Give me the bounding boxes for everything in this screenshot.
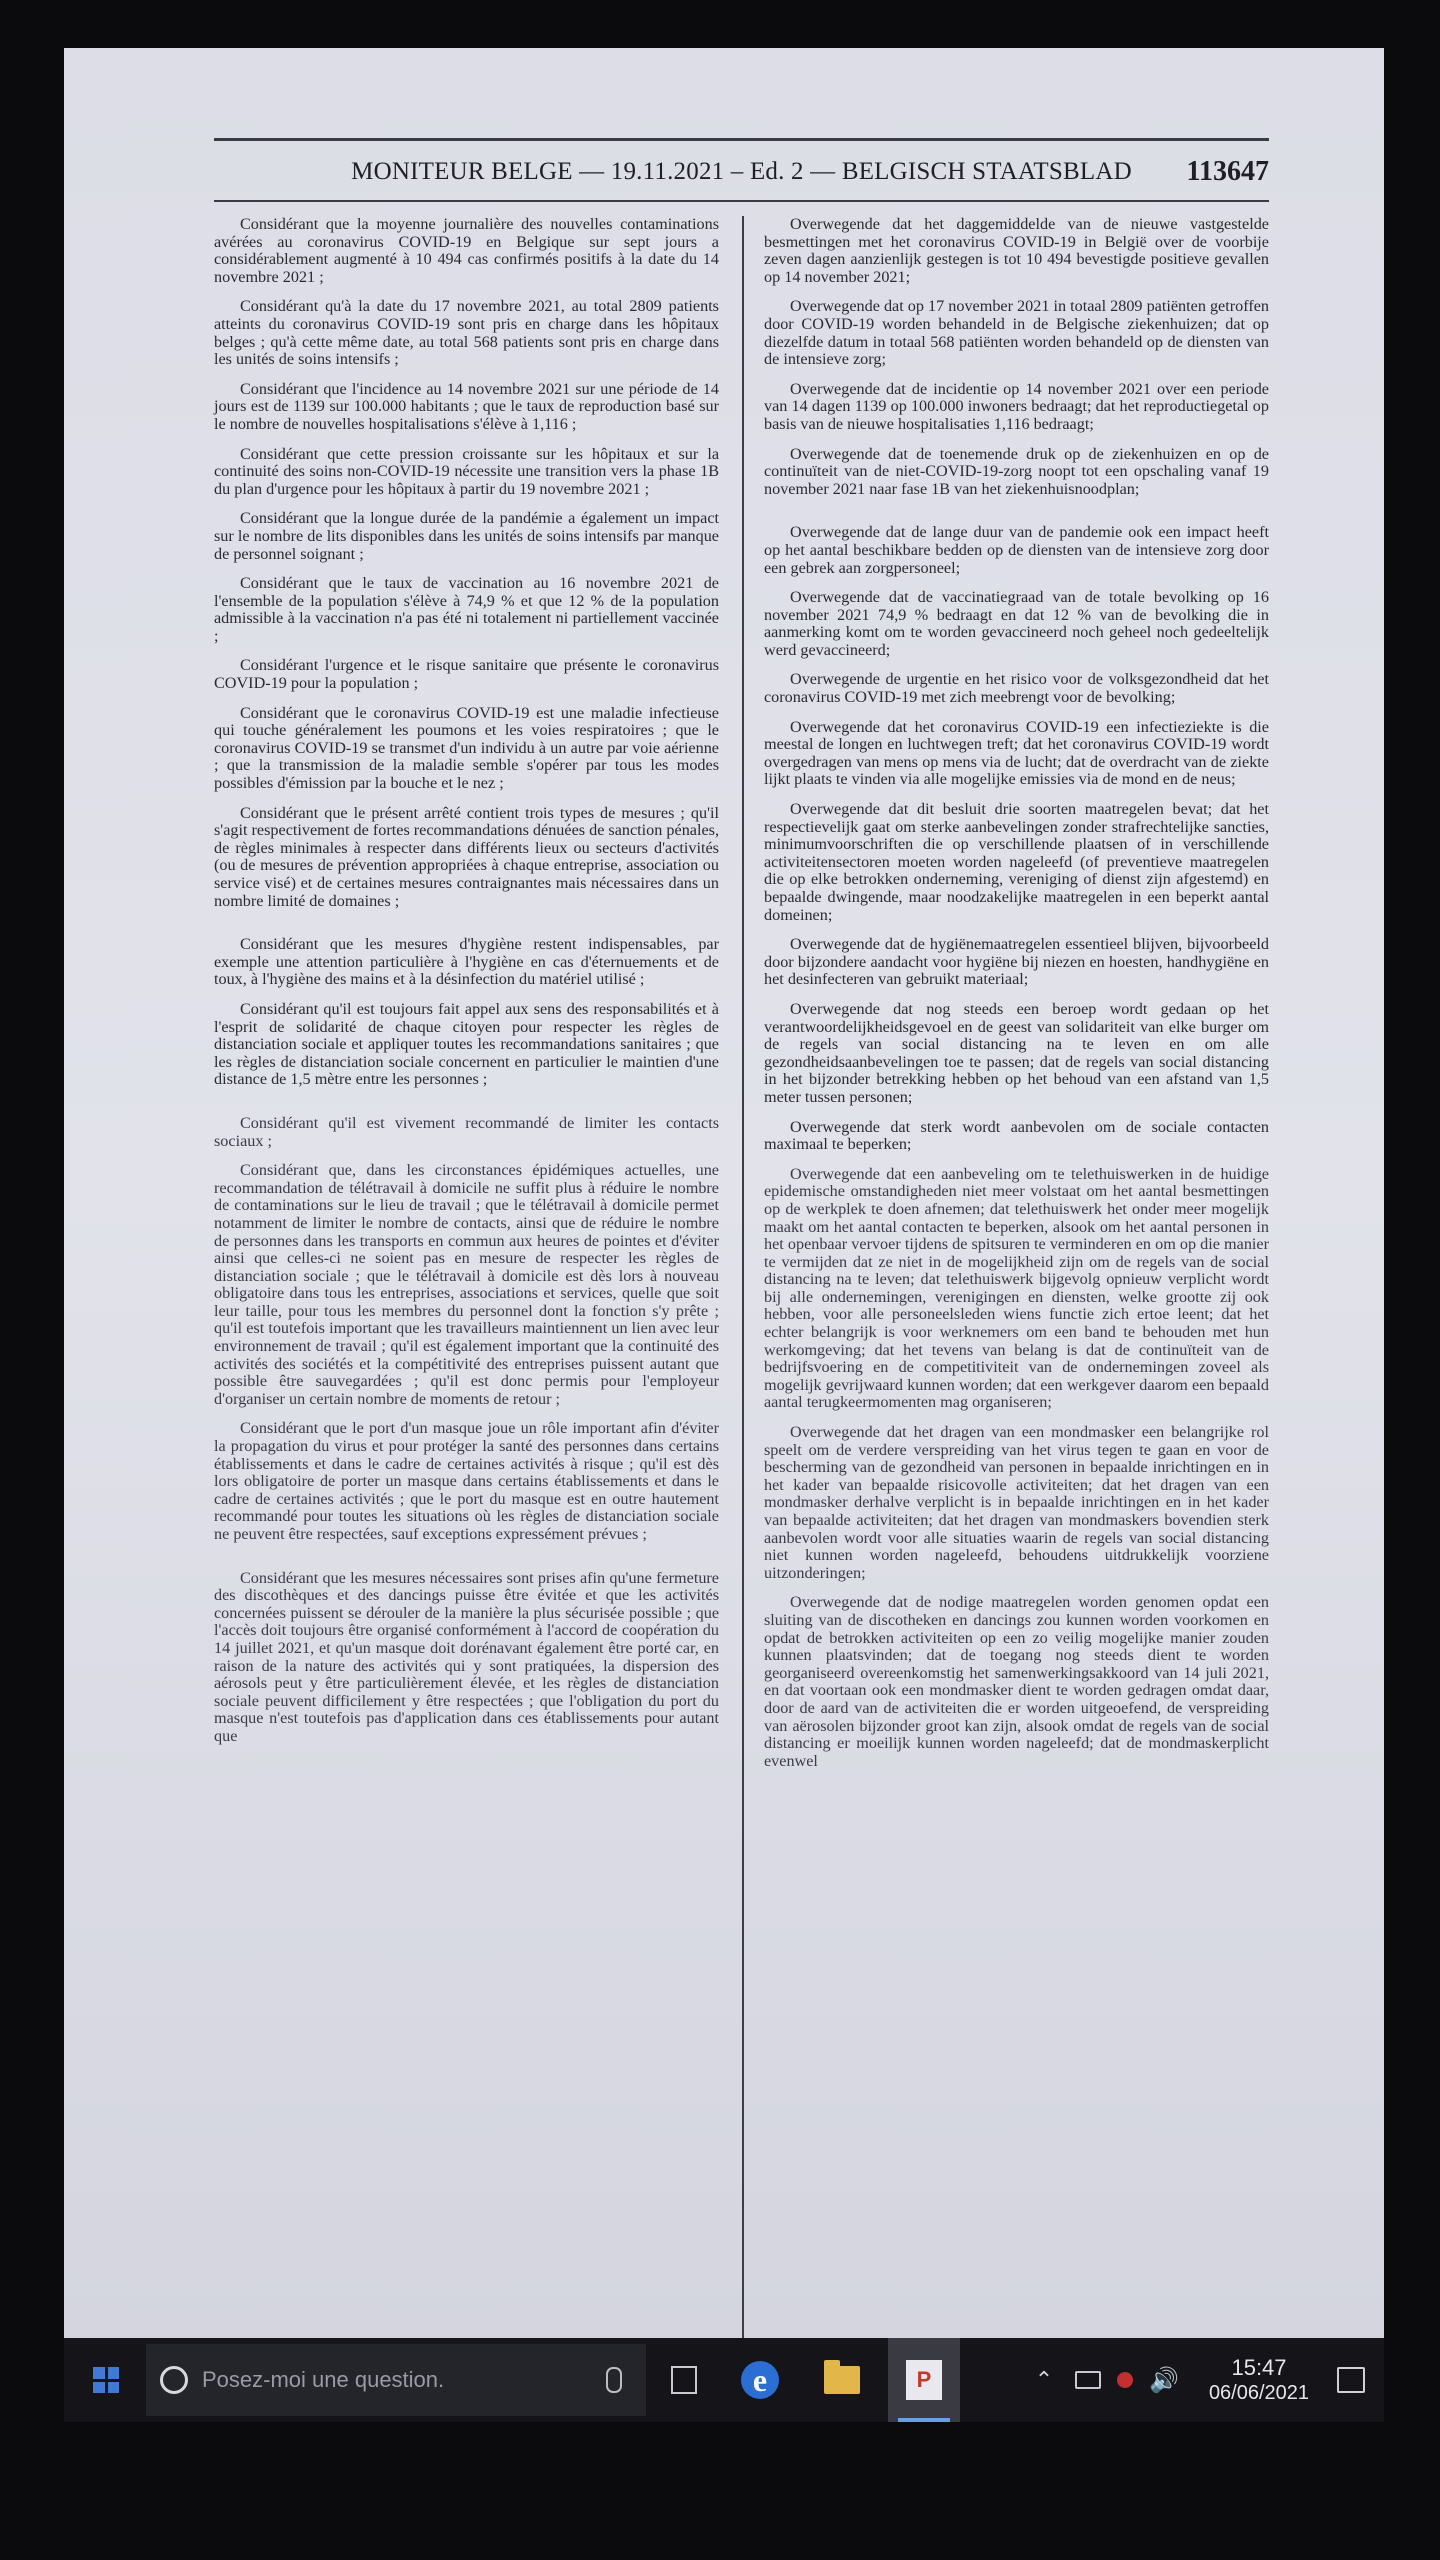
- french-paragraph: Considérant l'urgence et le risque sanitaire que présente le coronavirus COVID-19 pour la population ;: [214, 656, 719, 693]
- dutch-paragraph: Overwegende de urgentie en het risico voor de volksgezondheid dat het coronavirus COVID-19 met zich meebrengt voor de bevolking;: [764, 670, 1269, 707]
- network-button[interactable]: [1068, 2338, 1108, 2422]
- microphone-icon: [606, 2367, 622, 2393]
- cortana-icon: [160, 2366, 188, 2394]
- french-paragraph: Considérant qu'à la date du 17 novembre 2021, au total 2809 patients atteints du coronavirus COVID-19 sont pris en charge dans les hôpitaux belges ; qu'à cette même date, au total 568 patients sont pris en charge dans les unités de soins intensifs ;: [214, 297, 719, 369]
- cortana-search-box[interactable]: [146, 2344, 646, 2416]
- battery-button[interactable]: [1110, 2338, 1140, 2422]
- french-paragraph: Considérant qu'il est vivement recommandé de limiter les contacts sociaux ;: [214, 1113, 719, 1150]
- windows-taskbar: [64, 2338, 1384, 2422]
- document-page: [214, 138, 1269, 2338]
- dutch-paragraph: Overwegende dat de lange duur van de pandemie ook een impact heeft op het aantal beschikbare bedden op de diensten van de intensieve zorg door een gebrek aan zorgpersoneel;: [764, 523, 1269, 577]
- french-paragraph: Considérant que l'incidence au 14 novembre 2021 sur une période de 14 jours est de 1139 sur 100.000 habitants ; que le taux de reproduction basé sur le nombre de nouvelles hospitalisations s'élève à 1,116 ;: [214, 379, 719, 433]
- header-rule-bottom: [214, 200, 1269, 202]
- dutch-paragraph: Overwegende dat de incidentie op 14 november 2021 over een periode van 14 dagen 1139 op 100.000 inwoners bedraagt; dat het reproductiegetal op basis van de nieuwe hospitalisaties 1,116 bedraagt;: [764, 379, 1269, 433]
- start-button[interactable]: [76, 2338, 136, 2422]
- french-paragraph: Considérant qu'il est toujours fait appel aux sens des responsabilités et à l'esprit de solidarité de chaque citoyen pour respecter les règles de distanciation sociale et appliquer toutes les recommandations sanitaires ; que les règles de distanciation sociale concernent en particulier le maintien d'une distance de 1,5 mètre entre les personnes ;: [214, 999, 719, 1089]
- volume-icon: 🔊: [1149, 2366, 1179, 2394]
- pdf-viewer-screen: [64, 48, 1384, 2338]
- dutch-paragraph: Overwegende dat nog steeds een beroep wordt gedaan op het verantwoordelijkheidsgevoel en de geest van solidariteit van elke burger om de regels van social distancing na te leven en om alle gezondheidsaanbevelingen toe te passen; dat de regels van social distancing in het bijzonder betrekking hebben op het behoud van een afstand van 1,5 meter tussen personen;: [764, 999, 1269, 1106]
- french-paragraph: Considérant que le taux de vaccination au 16 novembre 2021 de l'ensemble de la population s'élève à 74,9 % et que 12 % de la population admissible à la vaccination n'a pas été ni totalement ni partiellement vaccinée ;: [214, 574, 719, 645]
- dutch-paragraph: Overwegende dat het coronavirus COVID-19 een infectieziekte is die meestal de longen en luchtwegen treft; dat het coronavirus COVID-19 wordt overgedragen van mens op mens via de lucht; dat de overdracht van de ziekte lijkt plaats te vinden via alle mogelijke emissies via de mond en de neus;: [764, 717, 1269, 789]
- edge-icon: e: [741, 2361, 779, 2399]
- battery-icon: [1117, 2372, 1133, 2388]
- page-header: [214, 152, 1269, 196]
- dutch-paragraph: Overwegende dat de toenemende druk op de ziekenhuizen en op de continuïteit van de niet-COVID-19-zorg noopt tot een opschaling vanaf 19 november 2021 naar fase 1B van het ziekenhuisnoodplan;: [764, 444, 1269, 498]
- french-paragraph: Considérant que les mesures nécessaires sont prises afin qu'une fermeture des discothèques et des dancings puisse être évitée et que les activités concernées puissent se dérouler de la manière la plus sécurisée possible ; que l'accès doit toujours être organisé conformément à l'accord de coopération du 14 juillet 2021, et qu'un masque doit dorénavant également être porté car, en raison de la nature des activités qui y sont pratiquées, la dispersion des aérosols peut y être particulièrement élevée, et les règles de distanciation sociale peuvent difficilement y être respectées ; que l'obligation du port du masque n'est toutefois pas d'application dans ces établissements pour autant que: [214, 1568, 719, 1745]
- column-divider: [742, 216, 744, 2338]
- notification-icon: [1337, 2367, 1365, 2393]
- action-center-button[interactable]: [1326, 2338, 1376, 2422]
- french-column: [214, 216, 719, 2338]
- pdf-viewer-icon: P: [906, 2360, 942, 2400]
- french-paragraph: Considérant que, dans les circonstances épidémiques actuelles, une recommandation de télétravail à domicile ne suffit plus à réduire le nombre de contaminations sur le lieu de travail ; que le télétravail à domicile permet notamment de limiter le nombre de contacts, ainsi que de réduire le nombre de personnes dans les transports en commun aux heures de pointes et d'éviter ainsi que celles-ci ne soient pas en mesure de respecter les règles de distanciation sociale ; que le télétravail à domicile est dès lors à nouveau obligatoire dans tous les entreprises, associations et services, quelle que soit leur taille, pour tous les membres du personnel dont la fonction s'y prête ; qu'il est toutefois important que les travailleurs maintiennent un lien avec leur environnement de travail ; qu'il est également important que la continuité des activités des sociétés et la compétitivité des entreprises puissent autant que possible être sauvegardées ; qu'il est donc permis pour l'employeur d'organiser un certain nombre de moments de retour ;: [214, 1161, 719, 1408]
- dutch-column: [764, 216, 1269, 2338]
- windows-start-icon: [93, 2367, 119, 2393]
- dutch-paragraph: Overwegende dat op 17 november 2021 in totaal 2809 patiënten getroffen door COVID-19 worden behandeld in de Belgische ziekenhuizen; dat op diezelfde datum in totaal 568 patiënten worden behandeld op de diensten van de intensieve zorg;: [764, 297, 1269, 369]
- active-app-indicator: [898, 2418, 950, 2422]
- edge-taskbar-button[interactable]: [724, 2338, 796, 2422]
- header-rule-top: [214, 138, 1269, 141]
- two-column-body: [214, 216, 1269, 2338]
- french-paragraph: Considérant que le présent arrêté contient trois types de mesures ; qu'il s'agit respectivement de fortes recommandations dénuées de sanction pénales, de règles minimales à respecter dans différents lieux ou secteurs d'activités (ou de mesures de prévention appropriées à chaque entreprise, association ou service visé) et de certaines mesures contraignantes mais nécessaires dans un nombre limité de domaines ;: [214, 803, 719, 910]
- french-paragraph: Considérant que le coronavirus COVID-19 est une maladie infectieuse qui touche généralement les poumons et les voies respiratoires ; que le coronavirus COVID-19 se transmet d'un individu à un autre par voie aérienne ; que la transmission de la maladie semble s'opérer par tous les modes possibles d'émission par la bouche et le nez ;: [214, 703, 719, 793]
- task-view-icon: [671, 2366, 697, 2394]
- clock-date: 06/06/2021: [1208, 2382, 1310, 2404]
- page-number: 113647: [1186, 156, 1269, 187]
- dutch-paragraph: Overwegende dat sterk wordt aanbevolen om de sociale contacten maximaal te beperken;: [764, 1117, 1269, 1154]
- show-hidden-icons-button[interactable]: [1024, 2338, 1064, 2422]
- microphone-button[interactable]: [594, 2344, 634, 2416]
- dutch-paragraph: Overwegende dat het daggemiddelde van de nieuwe vastgestelde besmettingen met het coronavirus COVID-19 in België over de voorbije zeven dagen aanzienlijk gestegen is tot 10 494 bevestigde positieve gevallen op 14 november 2021;: [764, 215, 1269, 286]
- dutch-paragraph: Overwegende dat een aanbeveling om te telethuiswerken in de huidige epidemische omstandigheden niet meer volstaat om het aantal besmettingen op de werkplek te doen afnemen; dat telethuiswerk het onder meer mogelijk maakt om het aantal contacten te beperken, alsook om het aantal personen in het openbaar vervoer tijdens de spitsuren te verminderen en om op die manier te vermijden dat ze niet in de mogelijkheid zijn om de regels van de social distancing na te leven; dat telethuiswerk bijgevolg opnieuw verplicht wordt bij alle ondernemingen, verenigingen en diensten, welke grootte zij ook hebben, voor alle personeelsleden wiens functie zich ertoe leent; dat het echter belangrijk is voor werknemers om een band te behouden met hun werkomgeving; dat het tevens van belang is dat de continuïteit van de bedrijfsvoering en de competitiviteit van de ondernemingen zoveel als mogelijk gevrijwaard kunnen worden; dat een werkgever daarom een bepaald aantal terugkeermomenten mag organiseren;: [764, 1164, 1269, 1412]
- clock-time: 15:47: [1231, 2355, 1287, 2380]
- french-paragraph: Considérant que la longue durée de la pandémie a également un impact sur le nombre de lits disponibles dans les unités de soins intensifs par manque de personnel soignant ;: [214, 509, 719, 563]
- file-explorer-icon: [824, 2366, 860, 2394]
- volume-button[interactable]: [1144, 2338, 1184, 2422]
- search-placeholder: Posez-moi une question.: [202, 2367, 445, 2392]
- pdf-viewer-taskbar-button[interactable]: [888, 2338, 960, 2422]
- file-explorer-taskbar-button[interactable]: [806, 2338, 878, 2422]
- dutch-paragraph: Overwegende dat de hygiënemaatregelen essentieel blijven, bijvoorbeeld door bijzondere aandacht voor hygiëne bij niezen en hoesten, handhygiëne en het desinfecteren van gebruikt materiaal;: [764, 935, 1269, 989]
- french-paragraph: Considérant que cette pression croissante sur les hôpitaux et sur la continuité des soins non-COVID-19 nécessite une transition vers la phase 1B du plan d'urgence pour les hôpitaux à partir du 19 novembre 2021 ;: [214, 444, 719, 498]
- header-title: MONITEUR BELGE — 19.11.2021 – Ed. 2 — BELGISCH STAATSBLAD: [351, 158, 1132, 185]
- french-paragraph: Considérant que la moyenne journalière des nouvelles contaminations avérées au coronavirus COVID-19 en Belgique sur sept jours a considérablement augmenté à 10 494 cas confirmés positifs à la date du 14 novembre 2021 ;: [214, 215, 719, 286]
- dutch-paragraph: Overwegende dat het dragen van een mondmasker een belangrijke rol speelt om de verdere verspreiding van het virus tegen te gaan en voor de bescherming van de gezondheid van personen in bepaalde inrichtingen en in het kader van bepaalde risicovolle activiteiten; dat het dragen van een mondmasker derhalve verplicht is in bepaalde inrichtingen en in het kader van bepaalde activiteiten; dat het dragen van mondmaskers bovendien sterk aanbevolen wordt voor alle situaties waarin de regels van social distancing niet kunnen worden nageleefd, behoudens uitdrukkelijk voorziene uitzonderingen;: [764, 1423, 1269, 1582]
- french-paragraph: Considérant que les mesures d'hygiène restent indispensables, par exemple une attention particulière à l'hygiène en cas d'éternuements et de toux, à l'hygiène des mains et à la désinfection du matériel utilisé ;: [214, 935, 719, 989]
- task-view-button[interactable]: [654, 2338, 714, 2422]
- network-icon: [1075, 2371, 1101, 2389]
- french-paragraph: Considérant que le port d'un masque joue un rôle important afin d'éviter la propagation du virus et pour protéger la santé des personnes dans certains établissements et dans le cadre de certaines activités à risque ; qu'il est dès lors obligatoire de porter un masque dans certains établissements et dans le cadre de certaines activités ; que le port du masque est en outre hautement recommandé pour toutes les situations où les règles de distanciation sociale ne peuvent être respectées, sauf exceptions expressément prévues ;: [214, 1419, 719, 1543]
- dutch-paragraph: Overwegende dat de nodige maatregelen worden genomen opdat een sluiting van de discotheken en dancings zou kunnen worden voorkomen en opdat de betrokken activiteiten op een zo veilig mogelijke manier zouden kunnen plaatsvinden; dat de toegang nog steeds dient te worden georganiseerd overeenkomstig het samenwerkingsakkoord van 14 juli 2021, en dat voortaan ook een mondmasker dient te worden gedragen omdat daar, door de aard van de activiteiten die er worden uitgeoefend, de verspreiding van aërosolen bijzonder groot kan zijn, alsook omdat de regels van de social distancing er moeilijk kunnen worden nageleefd; dat de mondmaskerplicht evenwel: [764, 1593, 1269, 1770]
- chevron-up-icon: ⌃: [1034, 2367, 1054, 2392]
- dutch-paragraph: Overwegende dat dit besluit drie soorten maatregelen bevat; dat het respectievelijk gaat om sterke aanbevelingen zonder strafrechtelijke sancties, minimumvoorschriften die op verschillende plaatsen of in verschillende activiteitensectoren moeten worden nageleefd (of preventieve maatregelen die op elke betrokken onderneming, vereniging of dienst zijn afgestemd) en bepaalde dwingende, maar noodzakelijke maatregelen in een beperkt aantal domeinen;: [764, 800, 1269, 924]
- system-clock[interactable]: [1194, 2338, 1324, 2422]
- dutch-paragraph: Overwegende dat de vaccinatiegraad van de totale bevolking op 16 november 2021 74,9 % bedraagt en dat 12 % van de bevolking die in aanmerking komt om te worden gevaccineerd noch geheel noch gedeeltelijk werd gevaccineerd;: [764, 588, 1269, 659]
